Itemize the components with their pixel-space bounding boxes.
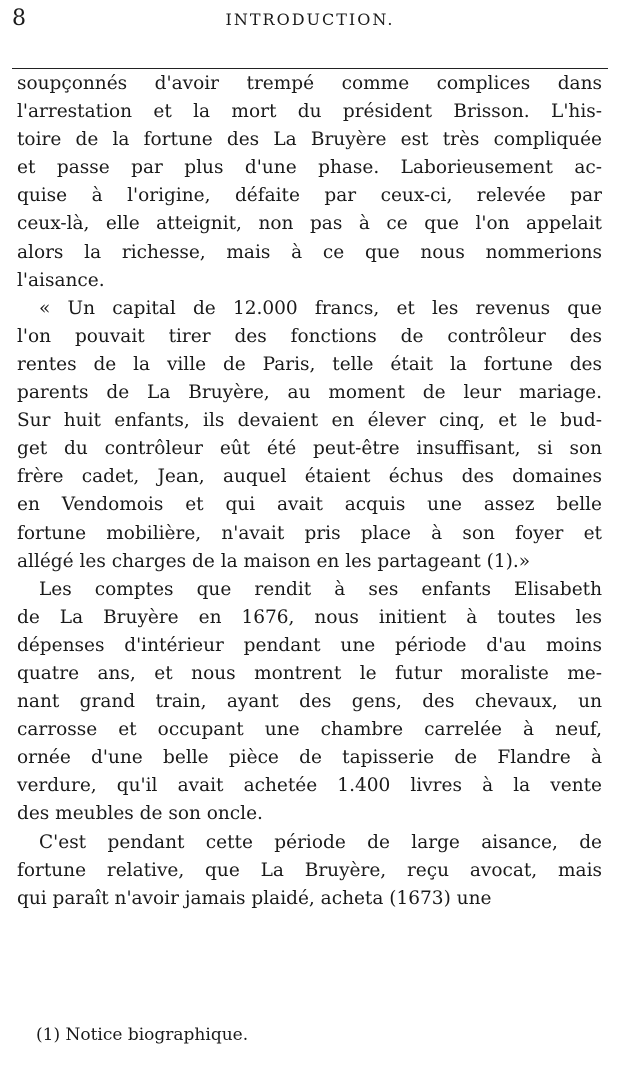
paragraph — [17, 829, 602, 913]
text-line: dépenses d'intérieur pendant une période d'au moins — [17, 634, 602, 656]
text-line: l'on pouvait tirer des fonctions de contrôleur des — [17, 325, 602, 347]
text-line: et passe par plus d'une phase. Laborieusement ac- — [17, 157, 602, 179]
text-line: ceux-là, elle atteignit, non pas à ce que l'on appelait — [17, 213, 602, 235]
text-line: get du contrôleur eût été peut-être insuffisant, si son — [17, 438, 602, 460]
text-line: en Vendomois et qui avait acquis une assez belle — [17, 494, 602, 516]
paragraph — [17, 295, 602, 576]
text-line: quatre ans, et nous montrent le futur moraliste me- — [17, 662, 602, 684]
text-line: verdure, qu'il avait achetée 1.400 livres à la vente — [17, 775, 602, 797]
text-line: nant grand train, ayant des gens, des chevaux, un — [17, 691, 602, 713]
text-line: carrosse et occupant une chambre carrelée à neuf, — [17, 719, 602, 741]
text-line: de La Bruyère en 1676, nous initient à toutes les — [17, 606, 602, 628]
text-line: l'arrestation et la mort du président Brisson. L'his- — [17, 101, 602, 123]
paragraph — [17, 70, 602, 295]
text-line: « Un capital de 12.000 francs, et les revenus que — [39, 297, 602, 319]
text-line: alors la richesse, mais à ce que nous nommerions — [17, 241, 602, 263]
text-line: allégé les charges de la maison en les partageant (1).» — [17, 550, 531, 572]
text-line: Sur huit enfants, ils devaient en élever cinq, et le bud- — [17, 410, 602, 432]
header-rule — [12, 68, 608, 69]
text-line: qui paraît n'avoir jamais plaidé, acheta (1673) une — [17, 887, 492, 909]
text-line: fortune mobilière, n'avait pris place à son foyer et — [17, 522, 602, 544]
text-line: parents de La Bruyère, au moment de leur mariage. — [17, 382, 602, 404]
page-header — [12, 4, 608, 36]
page-number: 8 — [12, 6, 26, 31]
paragraph — [17, 576, 602, 829]
text-line: fortune relative, que La Bruyère, reçu avocat, mais — [17, 859, 602, 881]
text-line: frère cadet, Jean, auquel étaient échus des domaines — [17, 466, 602, 488]
footnote: (1) Notice biographique. — [36, 1025, 249, 1045]
text-line: soupçonnés d'avoir trempé comme complices dans — [17, 73, 602, 94]
text-line: des meubles de son oncle. — [17, 803, 263, 825]
text-line: l'aisance. — [17, 269, 105, 291]
body-text — [17, 70, 602, 913]
text-line: toire de la fortune des La Bruyère est très compliquée — [17, 129, 602, 151]
text-line: ornée d'une belle pièce de tapisserie de Flandre à — [17, 747, 602, 769]
running-title: INTRODUCTION. — [225, 10, 395, 29]
text-line: C'est pendant cette période de large aisance, de — [39, 831, 602, 853]
text-line: quise à l'origine, défaite par ceux-ci, relevée par — [17, 185, 602, 207]
text-line: Les comptes que rendit à ses enfants Elisabeth — [39, 578, 602, 600]
text-line: rentes de la ville de Paris, telle était la fortune des — [17, 353, 602, 375]
